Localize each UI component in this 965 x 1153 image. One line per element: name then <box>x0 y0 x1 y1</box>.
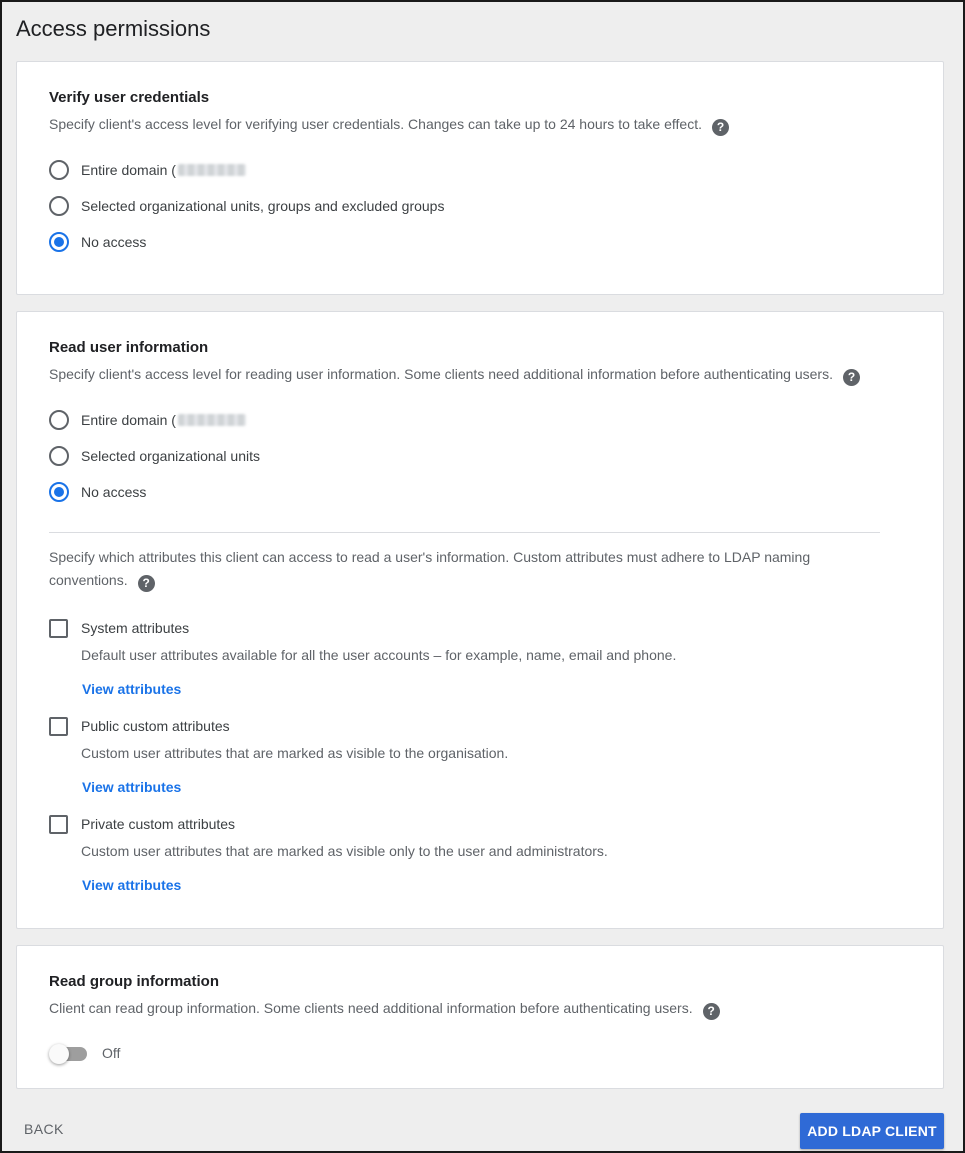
system-attributes-description: Default user attributes available for all the user accounts – for example, name, email and phone. <box>81 647 677 663</box>
checkbox-private-custom-attributes[interactable] <box>49 814 235 834</box>
checkbox-label: Private custom attributes <box>81 816 236 832</box>
radio-button[interactable] <box>49 446 69 466</box>
help-icon[interactable]: ? <box>843 369 860 386</box>
help-icon[interactable]: ? <box>703 1003 720 1020</box>
redacted-domain <box>178 164 246 176</box>
verify-credentials-description: Specify client's access level for verifying user credentials. Changes can take up to 24 hours to take effect. ? <box>49 116 729 136</box>
help-icon[interactable]: ? <box>138 575 155 592</box>
checkbox-label: Public custom attributes <box>81 718 230 734</box>
radio-read-entire-domain[interactable] <box>49 409 246 431</box>
help-icon[interactable]: ? <box>712 119 729 136</box>
attributes-description: Specify which attributes this client can access to read a user's information. Custom attributes must adhere to LDAP naming conventions. ? <box>49 549 811 590</box>
checkbox-label: System attributes <box>81 620 190 636</box>
radio-label: Entire domain ( <box>81 412 176 428</box>
read-group-toggle[interactable] <box>49 1042 89 1066</box>
checkbox[interactable] <box>49 717 68 736</box>
radio-read-selected-ous[interactable] <box>49 445 260 467</box>
checkbox[interactable] <box>49 815 68 834</box>
back-button[interactable]: BACK <box>24 1121 64 1137</box>
checkbox-public-custom-attributes[interactable] <box>49 716 230 736</box>
page-title: Access permissions <box>16 16 211 41</box>
view-system-attributes-link[interactable]: View attributes <box>82 681 182 697</box>
radio-button-selected[interactable] <box>49 232 69 252</box>
radio-button[interactable] <box>49 196 69 216</box>
toggle-thumb[interactable] <box>49 1044 69 1064</box>
redacted-domain <box>178 414 246 426</box>
radio-label: Selected organizational units <box>81 448 261 464</box>
radio-verify-no-access[interactable] <box>49 231 146 253</box>
radio-read-no-access[interactable] <box>49 481 146 503</box>
read-user-info-title: Read user information <box>49 339 209 356</box>
verify-credentials-title: Verify user credentials <box>49 89 210 106</box>
add-ldap-client-button[interactable]: ADD LDAP CLIENT <box>800 1113 944 1149</box>
view-public-attributes-link[interactable]: View attributes <box>82 779 182 795</box>
radio-verify-entire-domain[interactable] <box>49 159 246 181</box>
toggle-state-label: Off <box>102 1045 121 1061</box>
radio-label: Selected organizational units, groups and excluded groups <box>81 198 445 214</box>
private-custom-attributes-description: Custom user attributes that are marked as visible only to the user and administrators. <box>81 843 608 859</box>
radio-label: Entire domain ( <box>81 162 176 178</box>
view-private-attributes-link[interactable]: View attributes <box>82 877 182 893</box>
read-group-info-description: Client can read group information. Some clients need additional information before authenticating users. ? <box>49 1000 720 1020</box>
radio-button-selected[interactable] <box>49 482 69 502</box>
read-user-info-card <box>16 311 944 929</box>
radio-button[interactable] <box>49 410 69 430</box>
read-group-info-title: Read group information <box>49 973 219 990</box>
read-group-info-card <box>16 945 944 1089</box>
checkbox[interactable] <box>49 619 68 638</box>
checkbox-system-attributes[interactable] <box>49 618 189 638</box>
radio-label: No access <box>81 234 147 250</box>
read-user-info-description: Specify client's access level for reading user information. Some clients need additional information before authenticating users. ? <box>49 366 860 386</box>
radio-button[interactable] <box>49 160 69 180</box>
radio-label: No access <box>81 484 147 500</box>
verify-credentials-card <box>16 61 944 295</box>
radio-verify-selected-ous[interactable] <box>49 195 444 217</box>
divider <box>49 532 880 533</box>
public-custom-attributes-description: Custom user attributes that are marked as visible to the organisation. <box>81 745 509 761</box>
